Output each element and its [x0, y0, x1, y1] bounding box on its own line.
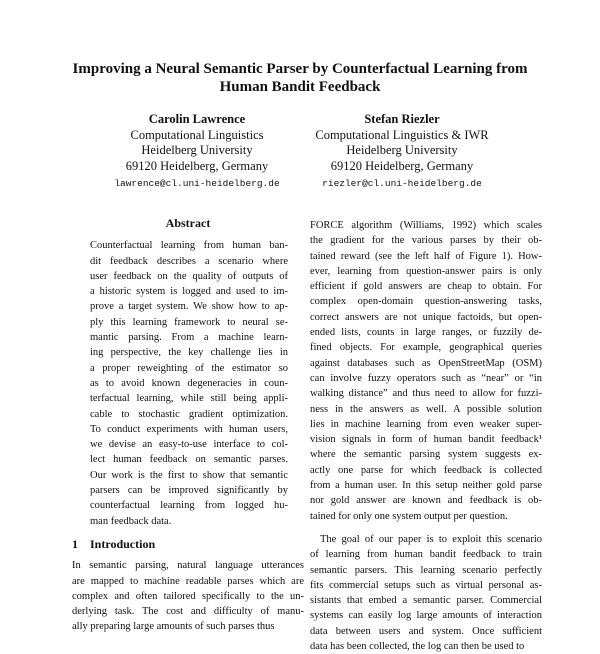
abstract-body — [72, 238, 304, 529]
author-name: Stefan Riezler — [364, 112, 440, 126]
text-line: tained reward (see the left half of Figure 1). How- — [310, 250, 542, 262]
text-line: parsers can be improved significantly by — [90, 485, 288, 497]
right-paragraph-1 — [310, 218, 542, 524]
text-line: FORCE algorithm (Williams, 1992) which scales — [310, 220, 542, 231]
text-line: mantic parsing. From a machine learn- — [90, 332, 288, 344]
text-line: of learning from human bandit feedback to train — [310, 549, 542, 561]
author-block-1 — [77, 112, 317, 192]
text-line: prove a target system. We show how to ap- — [90, 301, 288, 313]
text-line: lect human feedback on semantic parses. — [90, 454, 288, 466]
text-line: In semantic parsing, natural language utterances — [72, 560, 304, 572]
paper-title — [40, 60, 560, 96]
text-line: against databases such as OpenStreetMap (OSM) — [310, 357, 542, 369]
text-line: sistants that embed a semantic parser. Commercial — [310, 595, 542, 607]
author-address: 69120 Heidelberg, Germany — [330, 158, 474, 173]
text-line: The goal of our paper is to exploit this scenario — [320, 533, 542, 545]
text-line: fined objects. For example, geographical queries — [310, 342, 542, 354]
right-paragraph-2 — [310, 532, 542, 654]
text-line: are mapped to machine readable parses which are — [72, 575, 304, 587]
author-email: riezler@cl.uni-heidelberg.de — [322, 178, 482, 189]
text-line: To conduct experiments with human users, — [90, 423, 288, 435]
text-line: cable to stochastic gradient optimization. — [90, 408, 288, 420]
text-line: lies in machine learning from even weaker super- — [310, 418, 542, 430]
text-line: from a human user. In this setup neither gold parse — [310, 480, 542, 492]
text-line: correct answers are not unique factoids, but open- — [310, 311, 542, 323]
text-line: data has been collected, the log can then be used to — [310, 641, 525, 653]
text-line: walking distance” and thus need to allow for fuzzi- — [310, 388, 542, 400]
abstract-heading: Abstract — [165, 216, 211, 230]
text-line: actly one parse for which feedback is collected — [310, 464, 542, 476]
text-line: we devise an easy-to-use interface to col- — [90, 439, 288, 451]
section-title: Introduction — [90, 536, 156, 551]
author-affiliation: Computational Linguistics — [130, 127, 264, 142]
text-line: ply this learning framework to neural se- — [90, 316, 288, 328]
text-line: the gradient for the various parses by their ob- — [310, 235, 542, 247]
text-line: complex open-domain question-answering tasks, — [310, 296, 542, 308]
text-line: a historic system is logged and used to im- — [90, 286, 288, 298]
text-line: derlying task. The cost and difficulty of manu- — [72, 606, 304, 618]
text-line: Counterfactual learning from human ban- — [90, 240, 288, 252]
text-line: a proper reweighting of the estimator so — [90, 362, 288, 374]
text-line: ever, learning from question-answer pairs is only — [310, 265, 542, 277]
author-address: 69120 Heidelberg, Germany — [125, 158, 269, 173]
text-line: fits commercial setups such as virtual personal as- — [310, 579, 542, 591]
author-email: lawrence@cl.uni-heidelberg.de — [114, 178, 280, 189]
text-line: data between users and system. Once sufficient — [310, 625, 542, 637]
text-line: terfactual learning, while still being appli- — [90, 393, 288, 405]
text-line: dit feedback describes a scenario where — [90, 255, 288, 267]
text-line: nor gold answer are known and feedback is ob- — [310, 495, 542, 507]
section-number: 1 — [72, 536, 78, 551]
text-line: counterfactual learning from logged hu- — [90, 500, 288, 512]
text-line: man feedback data. — [90, 515, 172, 527]
author-affiliation: Computational Linguistics & IWR — [315, 127, 489, 142]
text-line: tained for only one system output per question. — [310, 510, 508, 522]
author-university: Heidelberg University — [141, 143, 253, 157]
left-column — [72, 216, 304, 635]
text-line: semantic parsers. This learning scenario perfectly — [310, 564, 542, 576]
text-line: vision signals in form of human bandit feedback¹ — [310, 434, 542, 446]
text-line: ing perspective, the key challenge lies in — [90, 347, 288, 359]
text-line: where the semantic parsing system suggests ex- — [310, 449, 542, 461]
text-line: ended lists, counts in large ranges, or fuzzily de- — [310, 327, 542, 339]
title-line-1: Improving a Neural Semantic Parser by Counterfactual Learning from — [72, 61, 528, 77]
text-line: ness in the answers as well. A possible solution — [310, 403, 542, 415]
section-heading-introduction — [72, 537, 304, 552]
text-line: systems can easily log large amounts of interaction — [310, 610, 542, 622]
text-line: efficient if gold answers are cheap to obtain. For — [310, 281, 542, 293]
text-line: Our work is the first to show that semantic — [90, 469, 288, 481]
author-block-2 — [282, 112, 522, 192]
text-line: can involve fuzzy operators such as “near” or “in — [310, 372, 542, 384]
text-line: complex and often tailored specifically to the un- — [72, 590, 304, 602]
right-column — [310, 218, 542, 654]
introduction-body — [72, 558, 304, 634]
title-line-2: Human Bandit Feedback — [219, 79, 381, 95]
text-line: user feedback on the quality of outputs of — [90, 270, 288, 282]
text-line: ally preparing large amounts of such parses thus — [72, 621, 275, 633]
author-university: Heidelberg University — [346, 143, 458, 157]
author-name: Carolin Lawrence — [148, 112, 246, 126]
text-line: as to avoid known degeneracies in coun- — [90, 377, 288, 389]
